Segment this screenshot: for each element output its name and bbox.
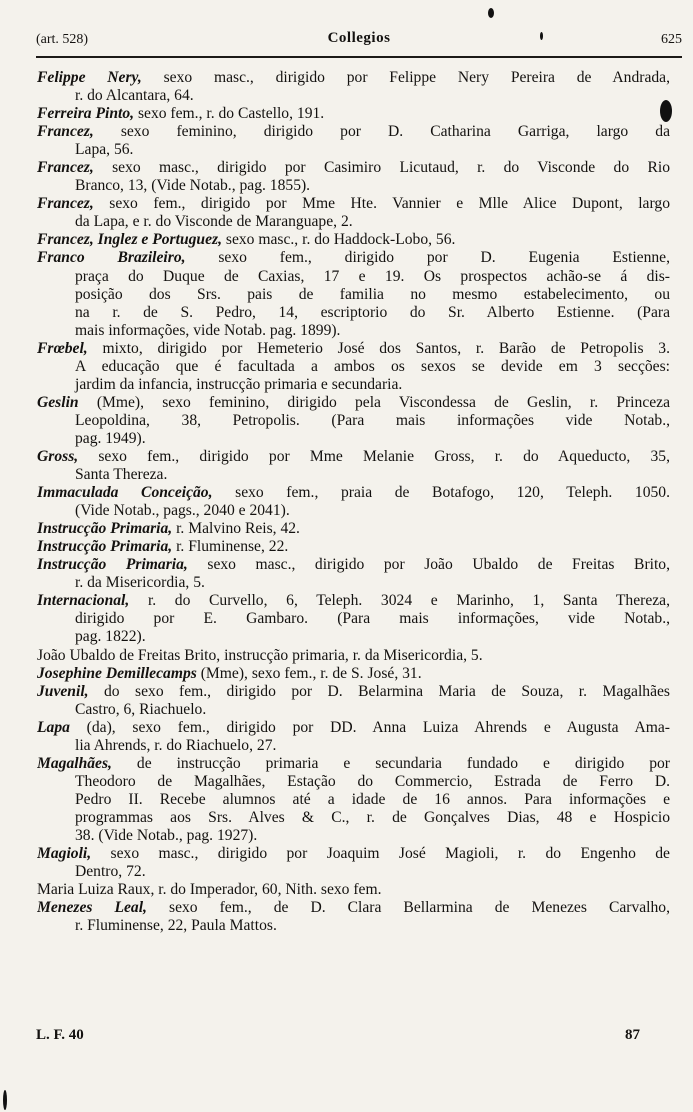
- header-rule: [36, 56, 682, 58]
- entry-name: Instrucção Primaria,: [37, 556, 188, 574]
- entry-first-line: [37, 394, 670, 412]
- entry-text: Theodoro de Magalhães, Estação do Commercio, Estrada de Ferro D.: [75, 772, 670, 790]
- entry: [37, 520, 670, 538]
- entry-continuation-line: [37, 268, 670, 286]
- entry-name: Instrucção Primaria,: [37, 520, 173, 538]
- entry-text: r. Malvino Reis, 42.: [176, 520, 300, 538]
- entry-text: lia Ahrends, r. do Riachuelo, 27.: [75, 736, 277, 754]
- scan-speck: [660, 100, 672, 122]
- entry-first-line: [37, 159, 670, 177]
- entry-text: sexo masc., dirigido por João Ubaldo de Freitas Brito,: [207, 556, 670, 574]
- entry-text: (da), sexo fem., dirigido por DD. Anna Luiza Ahrends e Augusta Ama-: [86, 718, 670, 736]
- entry-text: r. Fluminense, 22, Paula Mattos.: [75, 917, 277, 935]
- entry-text: Lapa, 56.: [75, 141, 134, 159]
- entry: [37, 592, 670, 646]
- entry-first-line: [37, 105, 670, 123]
- entry-text: sexo fem., dirigido por Mme Melanie Gross, r. do Aqueducto, 35,: [98, 447, 670, 465]
- entry-name: Magalhães,: [37, 754, 112, 772]
- entry-continuation-line: [37, 177, 670, 195]
- entry-first-line: [37, 340, 670, 358]
- entry-text: r. do Curvello, 6, Teleph. 3024 e Marinho, 1, Santa Thereza,: [147, 592, 670, 610]
- entry: [37, 69, 670, 105]
- section-title: Collegios: [327, 30, 391, 46]
- entry-text: sexo masc., r. do Haddock-Lobo, 56.: [225, 231, 456, 249]
- printer-signature: L. F. 40: [36, 1027, 84, 1043]
- entry-first-line: [37, 719, 670, 737]
- entry-text: mais informações, vide Notab. pag. 1899).: [75, 321, 341, 339]
- entry-first-line: [37, 520, 670, 538]
- entry-first-line: [37, 665, 670, 683]
- entry-continuation-line: [37, 286, 670, 304]
- college-entries: [37, 69, 670, 935]
- entry-name: Josephine Demillecamps: [37, 664, 197, 682]
- entry-text: (Mme), sexo fem., r. de S. José, 31.: [200, 664, 422, 682]
- entry-name: Immaculada Conceição,: [37, 484, 213, 502]
- entry-continuation-line: [37, 304, 670, 322]
- entry-continuation-line: [37, 863, 670, 881]
- entry-text: do sexo fem., dirigido por D. Belarmina Maria de Souza, r. Magalhães: [104, 682, 670, 700]
- entry-text: Maria Luiza Raux, r. do Imperador, 60, Nith. sexo fem.: [37, 881, 382, 899]
- entry-text: posição dos Srs. pais de familia no mesmo estabelecimento, ou: [75, 285, 670, 303]
- entry-continuation-line: [37, 87, 670, 105]
- entry: [37, 665, 670, 683]
- entry-text: dirigido por E. Gambaro. (Para mais informações, vide Notab.,: [75, 610, 670, 628]
- entry-name: Francez, Inglez e Portuguez,: [37, 231, 222, 249]
- entry-name: Lapa: [37, 718, 70, 736]
- entry-text: na r. de S. Pedro, 14, escriptorio do Sr. Alberto Estienne. (Para: [75, 303, 670, 321]
- entry-continuation-line: [37, 466, 670, 484]
- entry-text: sexo masc., dirigido por Joaquim José Magioli, r. do Engenho de: [110, 845, 670, 863]
- entry-text: de instrucção primaria e secundaria fundado e dirigido por: [136, 754, 670, 772]
- entry-text: Santa Thereza.: [75, 466, 168, 484]
- entry-text: sexo fem., r. do Castello, 191.: [137, 105, 325, 123]
- entry-first-line: [37, 448, 670, 466]
- entry-continuation-line: [37, 502, 670, 520]
- entry-text: praça do Duque de Caxias, 17 e 19. Os prospectos achão-se á dis-: [75, 267, 670, 285]
- entry-name: Francez,: [37, 123, 94, 141]
- entry-continuation-line: [37, 358, 670, 376]
- scan-speck: [540, 32, 543, 40]
- entry: [37, 249, 670, 339]
- entry-first-line: [37, 647, 670, 665]
- entry-name: Ferreira Pinto,: [37, 105, 135, 123]
- entry-name: Internacional,: [37, 592, 130, 610]
- entry-text: (Mme), sexo feminino, dirigido pela Viscondessa de Geslin, r. Princeza: [96, 393, 670, 411]
- entry-text: sexo masc., dirigido por Felippe Nery Pereira de Andrada,: [163, 69, 670, 86]
- entry-continuation-line: [37, 412, 670, 430]
- entry-text: jardim da infancia, instrucção primaria e secundaria.: [75, 375, 403, 393]
- entry-continuation-line: [37, 809, 670, 827]
- entry-first-line: [37, 69, 670, 87]
- entry-name: Juvenil,: [37, 682, 89, 700]
- entry-text: pag. 1949).: [75, 429, 146, 447]
- entry-text: sexo fem., dirigido por Mme Hte. Vannier e Mlle Alice Dupont, largo: [109, 195, 670, 213]
- entry-name: Francez,: [37, 195, 94, 213]
- entry: [37, 845, 670, 881]
- entry-first-line: [37, 881, 670, 899]
- entry-text: Dentro, 72.: [75, 863, 146, 881]
- entry-text: Branco, 13, (Vide Notab., pag. 1855).: [75, 177, 311, 195]
- entry-text: Castro, 6, Riachuelo.: [75, 700, 207, 718]
- entry-text: r. Fluminense, 22.: [176, 538, 289, 556]
- entry-continuation-line: [37, 141, 670, 159]
- entry-text: (Vide Notab., pags., 2040 e 2041).: [75, 502, 290, 520]
- entry-continuation-line: [37, 917, 670, 935]
- entry-text: sexo fem., praia de Botafogo, 120, Teleph. 1050.: [235, 484, 670, 502]
- entry-name: Instrucção Primaria,: [37, 538, 173, 556]
- entry-text: Leopoldina, 38, Petropolis. (Para mais informações vide Notab.,: [75, 411, 670, 429]
- entry-first-line: [37, 195, 670, 213]
- entry-text: Pedro II. Recebe alumnos até a idade de 16 annos. Para informações e: [75, 790, 670, 808]
- entry-continuation-line: [37, 213, 670, 231]
- entry: [37, 899, 670, 935]
- entry: [37, 719, 670, 755]
- entry-name: Felippe Nery,: [37, 69, 142, 86]
- entry-text: pag. 1822).: [75, 628, 146, 646]
- entry-name: Gross,: [37, 447, 79, 465]
- entry-continuation-line: [37, 701, 670, 719]
- entry: [37, 231, 670, 249]
- entry-text: r. do Alcantara, 64.: [75, 87, 194, 105]
- entry-first-line: [37, 683, 670, 701]
- entry: [37, 683, 670, 719]
- entry-first-line: [37, 231, 670, 249]
- entry-text: sexo masc., dirigido por Casimiro Licutaud, r. do Visconde do Rio: [112, 159, 670, 177]
- entry: [37, 881, 670, 899]
- scan-speck: [488, 8, 494, 18]
- entry-first-line: [37, 484, 670, 502]
- entry-text: A educação que é facultada a ambos os sexos se devide em 3 secções:: [75, 357, 670, 375]
- entry-first-line: [37, 538, 670, 556]
- entry-name: Francez,: [37, 159, 94, 177]
- entry: [37, 556, 670, 592]
- entry-first-line: [37, 249, 670, 267]
- entry-first-line: [37, 845, 670, 863]
- entry-text: sexo feminino, dirigido por D. Catharina Garriga, largo da: [120, 123, 670, 141]
- entry-text: sexo fem., de D. Clara Bellarmina de Menezes Carvalho,: [169, 899, 670, 917]
- entry-text: programmas aos Srs. Alves & C., r. de Gonçalves Dias, 48 e Hospicio: [75, 808, 670, 826]
- entry: [37, 195, 670, 231]
- page-footer: [36, 1027, 666, 1049]
- entry-continuation-line: [37, 322, 670, 340]
- entry-continuation-line: [37, 574, 670, 592]
- entry-text: r. da Misericordia, 5.: [75, 574, 205, 592]
- entry-name: Frœbel,: [37, 339, 88, 357]
- entry-continuation-line: [37, 628, 670, 646]
- page-header: [36, 30, 682, 54]
- entry: [37, 484, 670, 520]
- entry-first-line: [37, 899, 670, 917]
- entry-text: João Ubaldo de Freitas Brito, instrucção primaria, r. da Misericordia, 5.: [37, 646, 483, 664]
- entry-first-line: [37, 755, 670, 773]
- entry: [37, 105, 670, 123]
- article-reference: (art. 528): [36, 32, 89, 47]
- entry-first-line: [37, 592, 670, 610]
- entry: [37, 755, 670, 845]
- entry: [37, 159, 670, 195]
- page-number-bottom: 87: [625, 1027, 640, 1043]
- scan-speck: [3, 1090, 7, 1110]
- entry-continuation-line: [37, 827, 670, 845]
- entry: [37, 123, 670, 159]
- entry: [37, 647, 670, 665]
- entry-name: Franco Brazileiro,: [37, 249, 186, 267]
- entry-name: Magioli,: [37, 845, 92, 863]
- page-number-top: 625: [661, 32, 682, 47]
- entry-continuation-line: [37, 791, 670, 809]
- entry-continuation-line: [37, 610, 670, 628]
- entry: [37, 340, 670, 394]
- entry: [37, 448, 670, 484]
- entry-first-line: [37, 123, 670, 141]
- entry-continuation-line: [37, 376, 670, 394]
- entry-text: mixto, dirigido por Hemeterio José dos Santos, r. Barão de Petropolis 3.: [102, 339, 670, 357]
- entry-first-line: [37, 556, 670, 574]
- entry: [37, 394, 670, 448]
- entry-name: Menezes Leal,: [37, 899, 147, 917]
- entry-text: da Lapa, e r. do Visconde de Maranguape, 2.: [75, 213, 353, 231]
- entry-name: Geslin: [37, 393, 79, 411]
- entry-continuation-line: [37, 430, 670, 448]
- entry-continuation-line: [37, 773, 670, 791]
- entry-continuation-line: [37, 737, 670, 755]
- entry: [37, 538, 670, 556]
- entry-text: sexo fem., dirigido por D. Eugenia Estienne,: [218, 249, 670, 267]
- entry-text: 38. (Vide Notab., pag. 1927).: [75, 826, 258, 844]
